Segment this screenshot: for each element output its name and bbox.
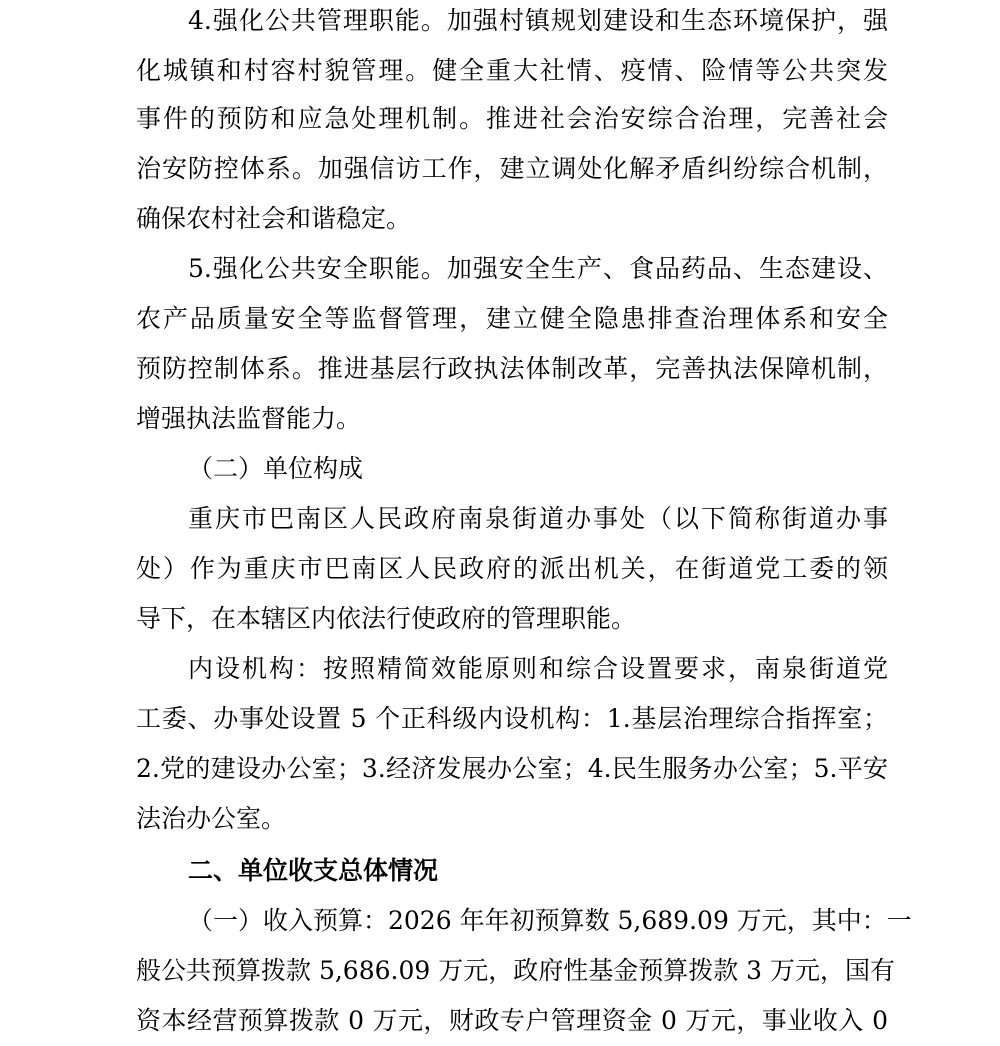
text-line: 重庆市巴南区人民政府南泉街道办事处（以下简称街道办事 xyxy=(188,504,888,533)
text-line: 内设机构：按照精简效能原则和综合设置要求，南泉街道党 xyxy=(188,654,888,683)
text-line: 法治办公室。 xyxy=(136,804,287,833)
text-line: 5.强化公共安全职能。加强安全生产、食品药品、生态建设、 xyxy=(188,254,888,283)
text-line: 农产品质量安全等监督管理，建立健全隐患排查治理体系和安全 xyxy=(136,304,888,333)
text-line: 工委、办事处设置 5 个正科级内设机构：1.基层治理综合指挥室； xyxy=(136,704,888,733)
section-heading: （二）单位构成 xyxy=(188,454,364,483)
text-line: 4.强化公共管理职能。加强村镇规划建设和生态环境保护，强 xyxy=(188,6,888,35)
text-line: 导下，在本辖区内依法行使政府的管理职能。 xyxy=(136,604,637,633)
text-line: 确保农村社会和谐稳定。 xyxy=(136,204,412,233)
text-line: 般公共预算拨款 5,686.09 万元，政府性基金预算拨款 3 万元，国有 xyxy=(136,956,896,985)
text-line: 预防控制体系。推进基层行政执法体制改革，完善执法保障机制， xyxy=(136,354,888,383)
section-heading: 二、单位收支总体情况 xyxy=(188,856,439,885)
text-line: 增强执法监督能力。 xyxy=(136,404,362,433)
text-line: 资本经营预算拨款 0 万元，财政专户管理资金 0 万元，事业收入 0 xyxy=(136,1006,888,1035)
text-line: 治安防控体系。加强信访工作，建立调处化解矛盾纠纷综合机制， xyxy=(136,154,888,183)
text-line: 2.党的建设办公室；3.经济发展办公室；4.民生服务办公室；5.平安 xyxy=(136,754,888,783)
text-line: 化城镇和村容村貌管理。健全重大社情、疫情、险情等公共突发 xyxy=(136,56,888,85)
text-line: 处）作为重庆市巴南区人民政府的派出机关，在街道党工委的领 xyxy=(136,554,888,583)
text-line: 事件的预防和应急处理机制。推进社会治安综合治理，完善社会 xyxy=(136,104,888,133)
text-line: （一）收入预算：2026 年年初预算数 5,689.09 万元，其中：一 xyxy=(188,906,912,935)
